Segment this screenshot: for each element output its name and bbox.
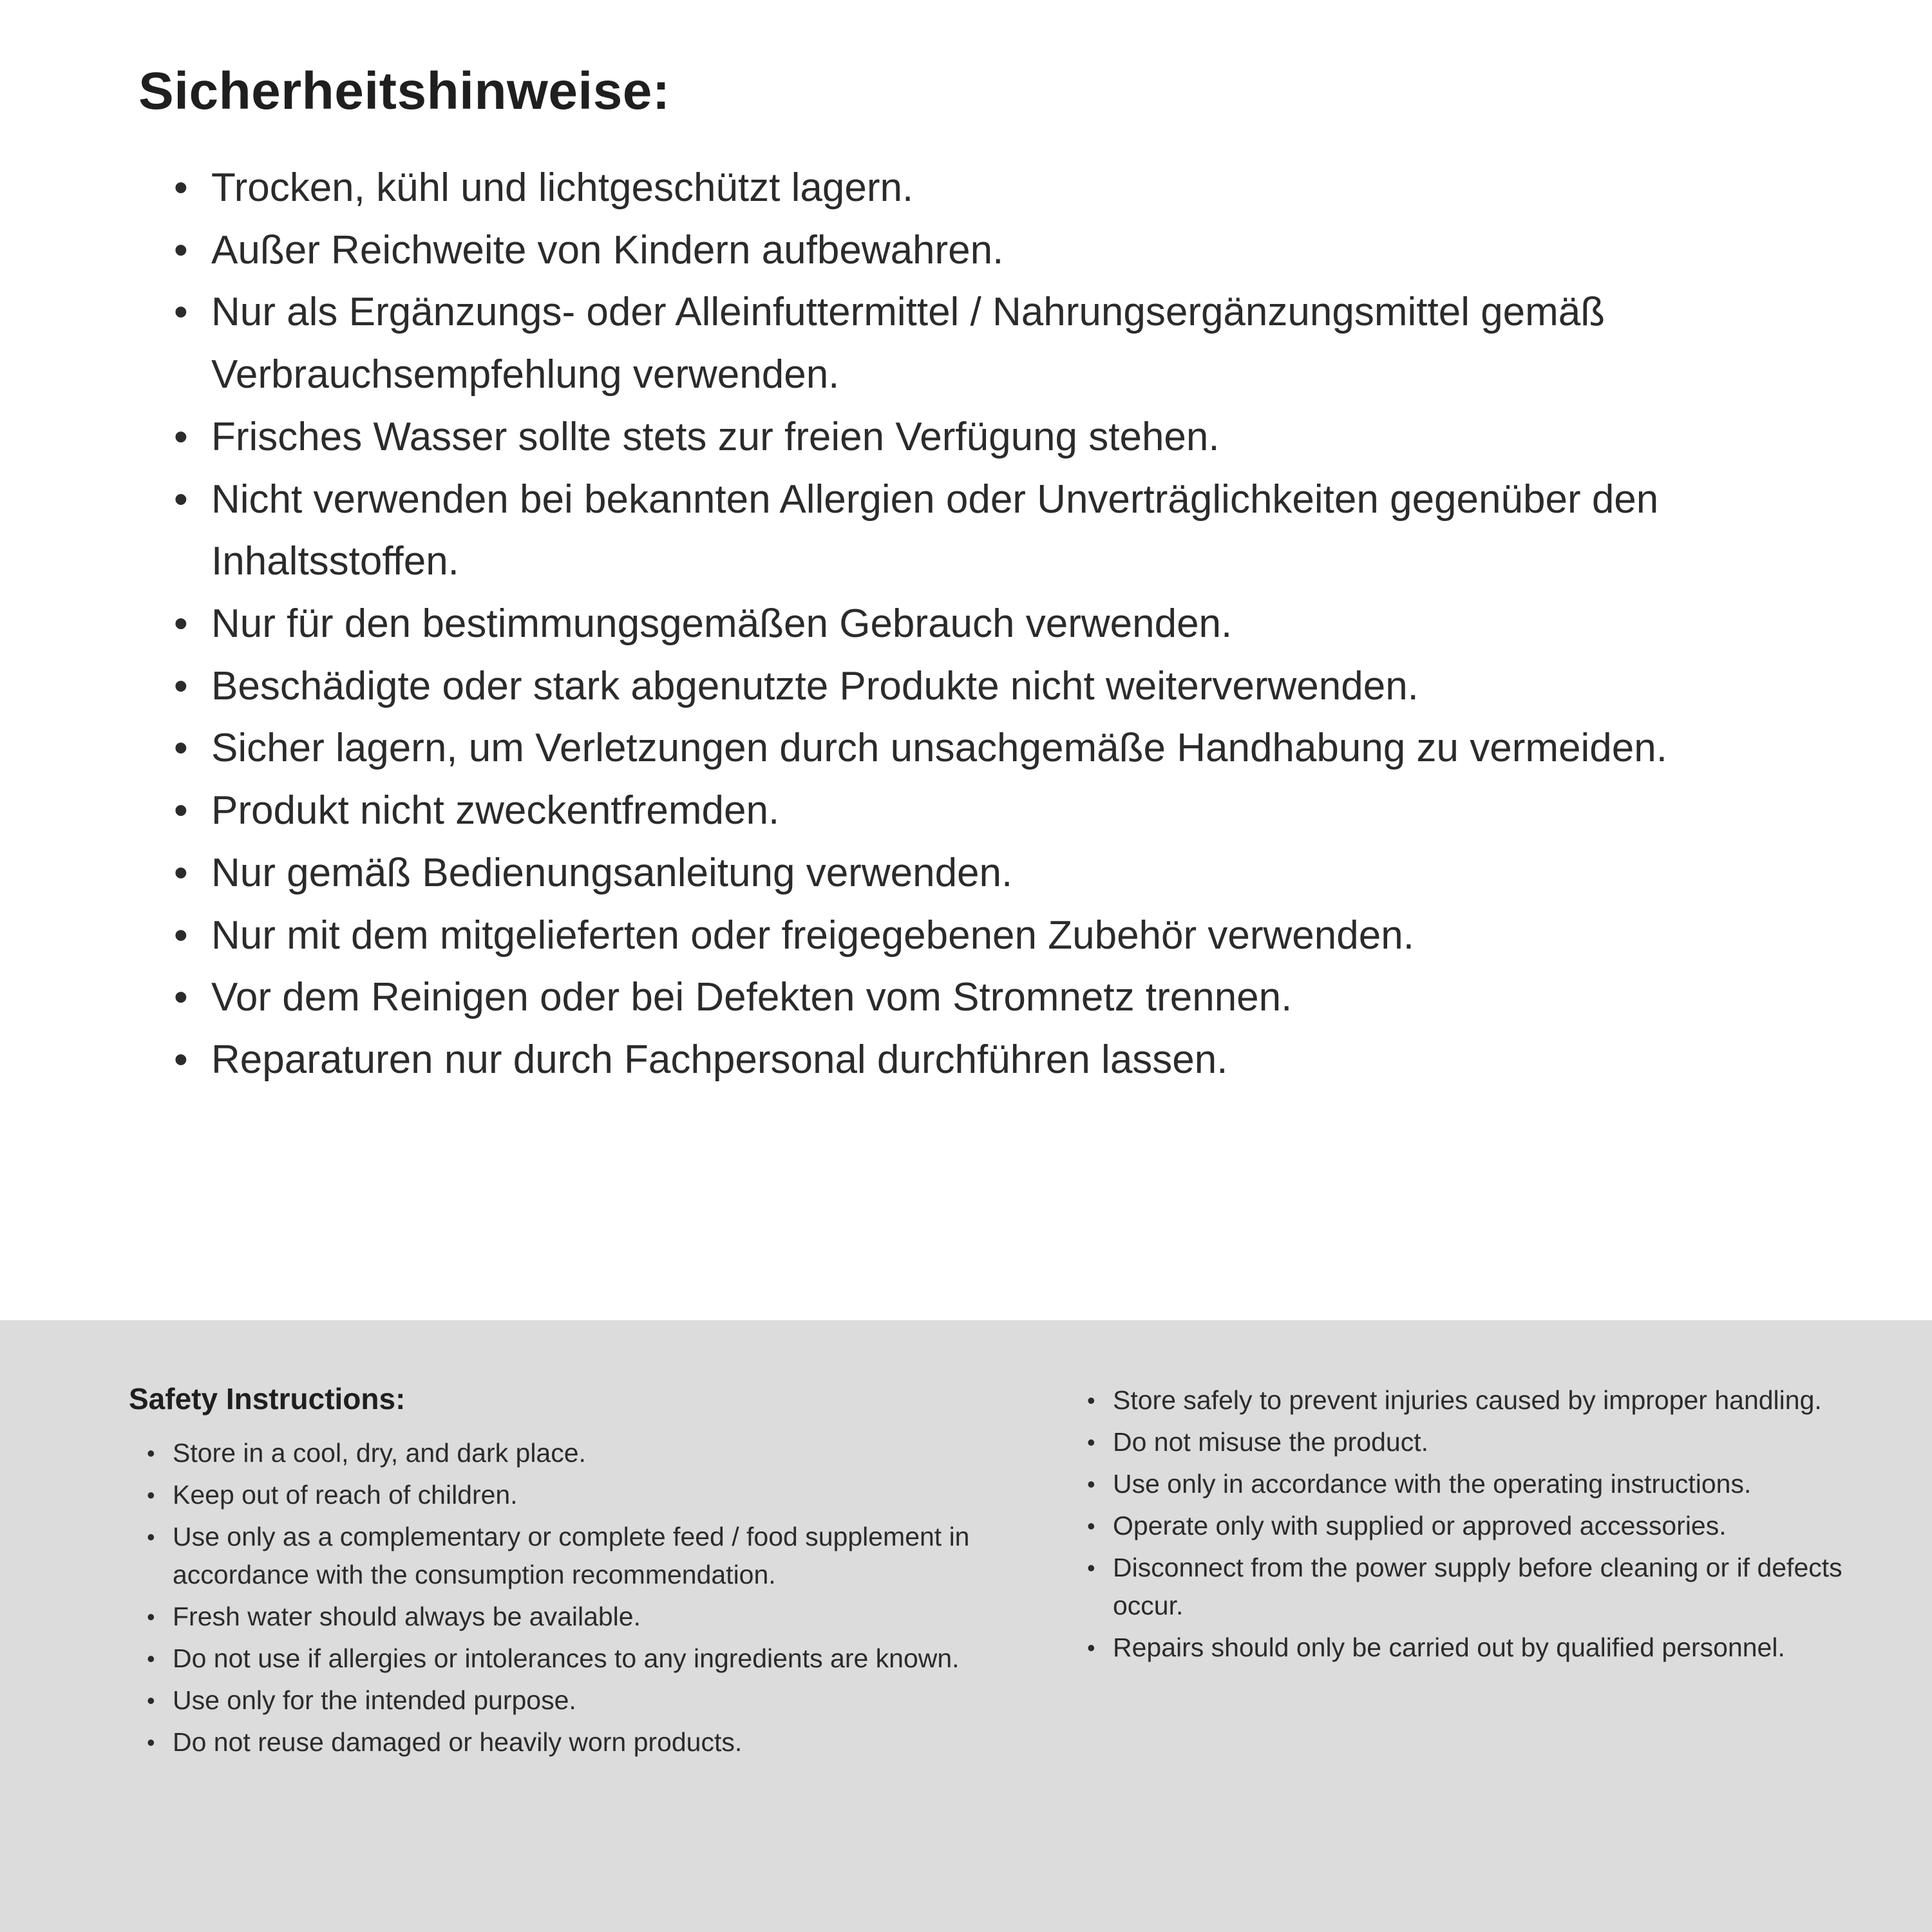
german-safety-item: • Nicht verwenden bei bekannten Allergien oder Unverträglichkeiten gegenüber den Inhaltsstoffen. [174, 469, 1835, 593]
german-safety-item: • Produkt nicht zweckentfremden. [174, 780, 1835, 842]
german-safety-item: • Reparaturen nur durch Fachpersonal durchführen lassen. [174, 1029, 1835, 1092]
english-safety-item: • Use only as a complementary or complete feed / food supplement in accordance with the consumption recommendation. [147, 1518, 985, 1594]
english-right-column [1069, 1381, 1868, 1671]
english-safety-item: • Keep out of reach of children. [147, 1476, 985, 1514]
english-safety-list-right [1069, 1381, 1868, 1667]
english-safety-section [0, 1320, 1932, 1932]
german-safety-item: • Frisches Wasser sollte stets zur freien Verfügung stehen. [174, 406, 1835, 469]
english-section-title: Safety Instructions: [129, 1382, 406, 1416]
german-safety-item: • Trocken, kühl und lichtgeschützt lagern. [174, 157, 1835, 220]
english-safety-list-left [129, 1434, 985, 1761]
german-section-title: Sicherheitshinweise: [138, 62, 670, 120]
english-safety-item: • Fresh water should always be available. [147, 1598, 985, 1636]
german-safety-item: • Außer Reichweite von Kindern aufbewahren. [174, 220, 1835, 282]
english-safety-item: • Do not misuse the product. [1087, 1423, 1868, 1461]
german-safety-item: • Nur mit dem mitgelieferten oder freigegebenen Zubehör verwenden. [174, 905, 1835, 967]
german-safety-item: • Vor dem Reinigen oder bei Defekten vom Stromnetz trennen. [174, 967, 1835, 1029]
german-safety-list [138, 157, 1835, 1092]
english-safety-item: • Operate only with supplied or approved accessories. [1087, 1507, 1868, 1545]
english-safety-item: • Store in a cool, dry, and dark place. [147, 1434, 985, 1472]
english-safety-item: • Do not use if allergies or intolerances to any ingredients are known. [147, 1640, 985, 1678]
german-safety-item: • Nur gemäß Bedienungsanleitung verwenden. [174, 842, 1835, 905]
english-safety-item: • Do not reuse damaged or heavily worn products. [147, 1723, 985, 1761]
german-safety-item: • Nur für den bestimmungsgemäßen Gebrauch verwenden. [174, 593, 1835, 656]
english-columns [129, 1381, 1842, 1765]
english-safety-item: • Store safely to prevent injuries caused by improper handling. [1087, 1381, 1868, 1419]
english-safety-item: • Use only in accordance with the operating instructions. [1087, 1465, 1868, 1503]
english-left-column [129, 1381, 985, 1765]
english-safety-item: • Disconnect from the power supply before cleaning or if defects occur. [1087, 1549, 1868, 1625]
english-safety-item: • Repairs should only be carried out by qualified personnel. [1087, 1629, 1868, 1667]
german-safety-item: • Nur als Ergänzungs- oder Alleinfuttermittel / Nahrungsergänzungsmittel gemäß Verbrauchsempfehlung verwenden. [174, 281, 1835, 406]
german-safety-item: • Sicher lagern, um Verletzungen durch unsachgemäße Handhabung zu vermeiden. [174, 717, 1835, 780]
german-safety-item: • Beschädigte oder stark abgenutzte Produkte nicht weiterverwenden. [174, 656, 1835, 718]
english-safety-item: • Use only for the intended purpose. [147, 1681, 985, 1719]
